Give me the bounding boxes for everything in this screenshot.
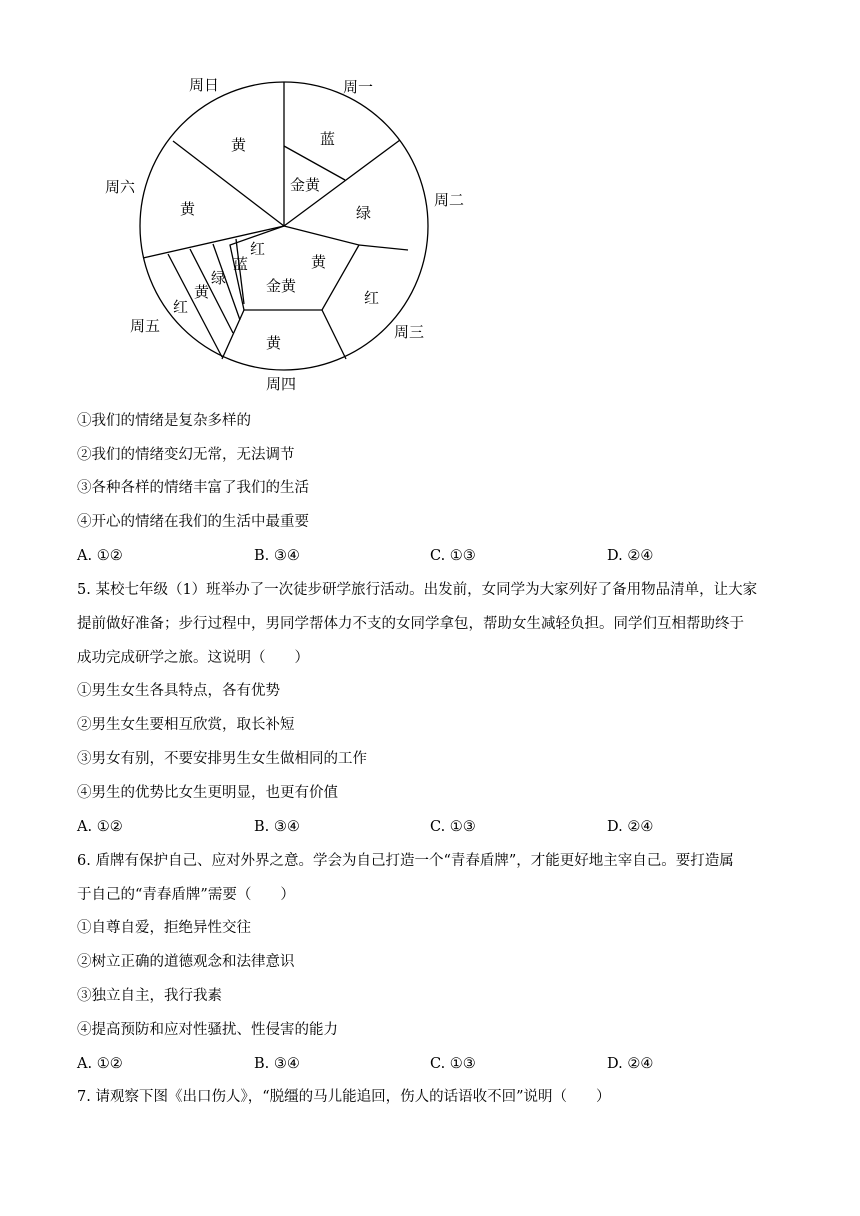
segment-label: 金黄 <box>290 176 321 194</box>
q6-statement-1: ①自尊自爱，拒绝异性交往 <box>77 920 251 936</box>
day-label-tue: 周二 <box>434 191 465 209</box>
q6-option-b[interactable]: B. ③④ <box>254 1056 300 1072</box>
q4-statement-4: ④开心的情绪在我们的生活中最重要 <box>77 514 309 530</box>
q5-statement-3: ③男女有别，不要安排男生女生做相同的工作 <box>77 751 367 767</box>
q5-option-d[interactable]: D. ②④ <box>607 819 654 835</box>
segment-label: 蓝 <box>320 130 336 148</box>
q6-statement-4: ④提高预防和应对性骚扰、性侵害的能力 <box>77 1022 338 1038</box>
q5-option-a[interactable]: A. ①② <box>77 819 123 835</box>
q4-option-d[interactable]: D. ②④ <box>607 548 654 564</box>
q5-statement-4: ④男生的优势比女生更明显，也更有价值 <box>77 785 338 801</box>
q7-stem-line-1: 7. 请观察下图《出口伤人》，“脱缰的马儿能追回，伤人的话语收不回”说明（ ） <box>77 1089 611 1105</box>
segment-label: 蓝 <box>233 255 249 273</box>
segment-label: 黄 <box>194 283 210 301</box>
q6-option-c[interactable]: C. ①③ <box>430 1056 476 1072</box>
q4-option-a[interactable]: A. ①② <box>77 548 123 564</box>
day-label-thu: 周四 <box>266 375 297 393</box>
segment-label: 绿 <box>356 204 372 222</box>
q6-option-d[interactable]: D. ②④ <box>607 1056 654 1072</box>
q5-statement-2: ②男生女生要相互欣赏，取长补短 <box>77 717 295 733</box>
q4-statement-2: ②我们的情绪变幻无常，无法调节 <box>77 447 295 463</box>
q6-statement-3: ③独立自主，我行我素 <box>77 988 222 1004</box>
q5-stem-line-2: 提前做好准备；步行过程中，男同学帮体力不支的女同学拿包，帮助女生减轻负担。同学们互相帮助终于 <box>77 616 744 632</box>
q4-statement-3: ③各种各样的情绪丰富了我们的生活 <box>77 480 309 496</box>
segment-label: 黄 <box>311 253 327 271</box>
segment-label: 黄 <box>266 334 282 352</box>
q4-statement-1: ①我们的情绪是复杂多样的 <box>77 413 251 429</box>
q4-option-c[interactable]: C. ①③ <box>430 548 476 564</box>
q6-stem-line-2: 于自己的“青春盾牌”需要（ ） <box>77 887 295 903</box>
q5-stem-line-3: 成功完成研学之旅。这说明（ ） <box>77 650 309 666</box>
segment-label: 黄 <box>231 136 247 154</box>
segment-label: 黄 <box>180 200 196 218</box>
q4-option-b[interactable]: B. ③④ <box>254 548 300 564</box>
q6-stem-line-1: 6. 盾牌有保护自己、应对外界之意。学会为自己打造一个“青春盾牌”，才能更好地主宰自己。要打造属 <box>77 853 734 869</box>
day-label-sun: 周日 <box>189 76 220 94</box>
day-label-mon: 周一 <box>343 78 374 96</box>
day-label-fri: 周五 <box>130 317 161 335</box>
q6-option-a[interactable]: A. ①② <box>77 1056 123 1072</box>
day-label-sat: 周六 <box>105 178 136 196</box>
segment-label: 红 <box>250 240 266 258</box>
q5-stem-line-1: 5. 某校七年级（1）班举办了一次徒步研学旅行活动。出发前，女同学为大家列好了备用物品清单，让大家 <box>77 582 758 598</box>
emotion-week-pie-diagram <box>0 0 860 400</box>
q5-statement-1: ①男生女生各具特点，各有优势 <box>77 683 280 699</box>
segment-label: 红 <box>364 289 380 307</box>
day-label-wed: 周三 <box>394 323 425 341</box>
q5-option-c[interactable]: C. ①③ <box>430 819 476 835</box>
segment-label: 绿 <box>211 269 227 287</box>
q6-statement-2: ②树立正确的道德观念和法律意识 <box>77 954 295 970</box>
segment-label: 红 <box>173 298 189 316</box>
segment-label: 金黄 <box>266 277 297 295</box>
q5-option-b[interactable]: B. ③④ <box>254 819 300 835</box>
